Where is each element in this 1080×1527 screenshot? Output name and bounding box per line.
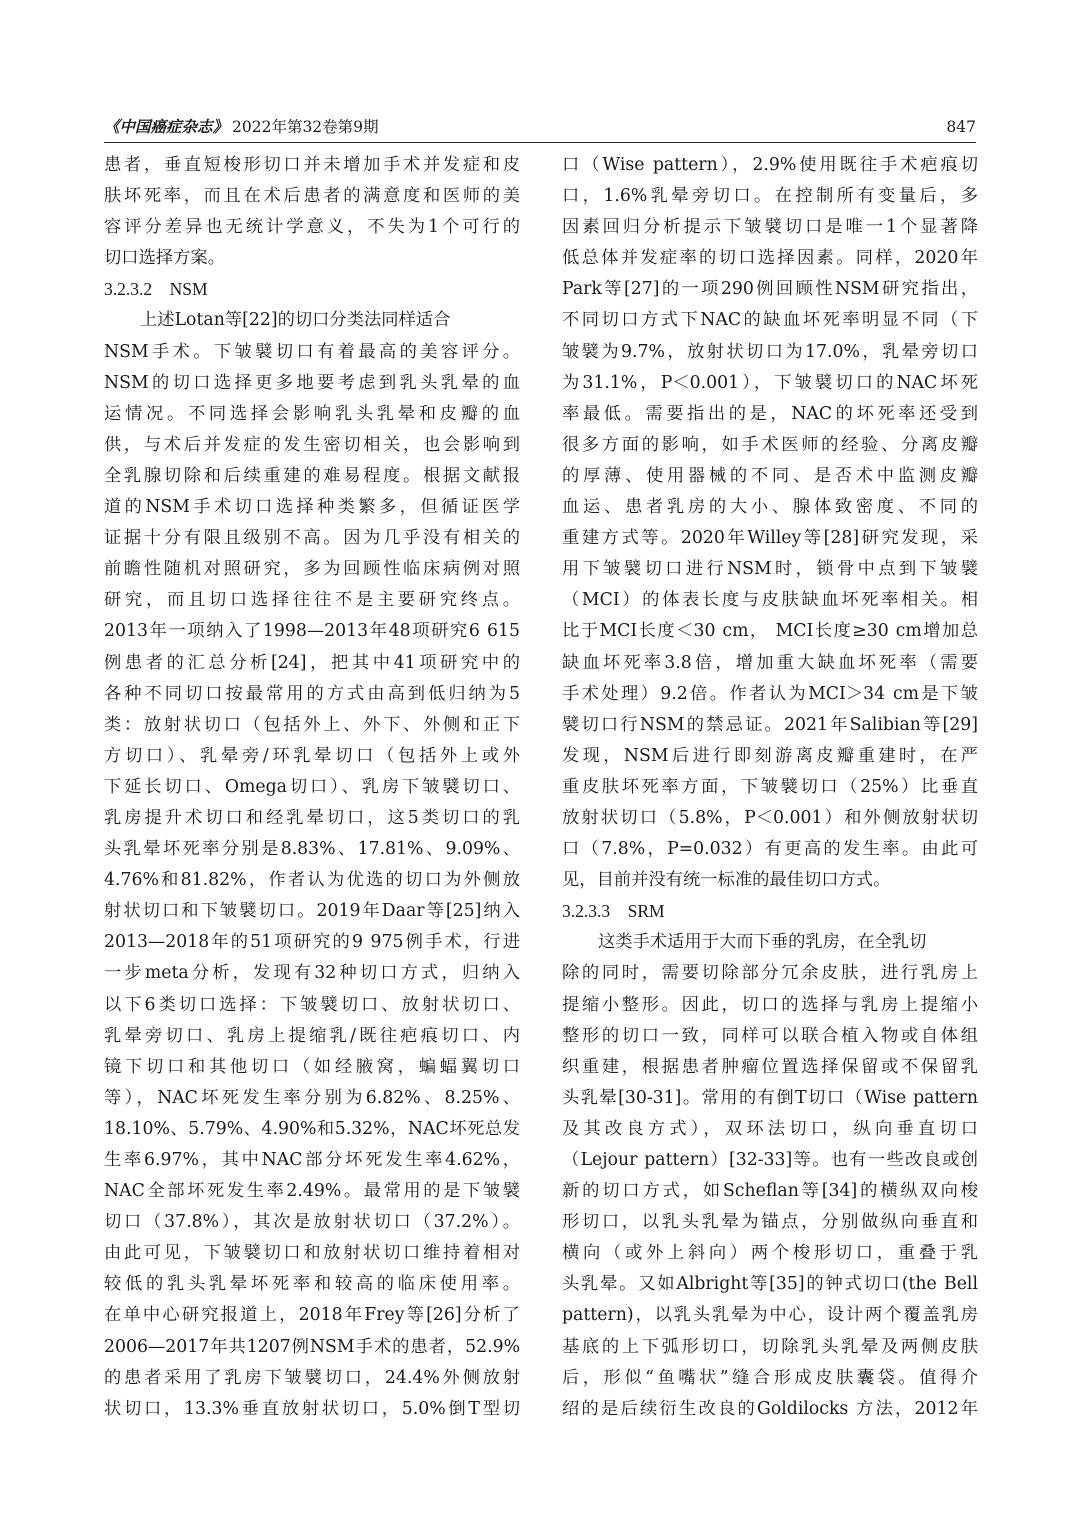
- text-line: 乳晕旁切口、乳房上提缩乳/既往疤痕切口、内: [104, 1025, 520, 1046]
- text-line: 等），NAC坏死发生率分别为6.82%、8.25%、: [104, 1087, 520, 1108]
- text-line: 运情况。不同选择会影响乳头乳晕和皮瓣的血: [104, 403, 520, 424]
- text-line: 缺血坏死率3.8倍，增加重大缺血坏死率（需要: [562, 652, 978, 673]
- text-line: 切口（37.8%），其次是放射状切口（37.2%）。: [104, 1212, 520, 1233]
- text-line: 率最低。需要指出的是，NAC的坏死率还受到: [562, 403, 978, 424]
- text-line: 除的同时，需要切除部分冗余皮肤，进行乳房上: [562, 963, 978, 984]
- text-line: 用下皱襞切口进行NSM时，锁骨中点到下皱襞: [562, 559, 978, 580]
- text-line: 后，形似“鱼嘴状”缝合形成皮肤囊袋。值得介: [562, 1367, 978, 1388]
- text-line: 2013年一项纳入了1998—2013年48项研究6 615: [104, 621, 520, 642]
- text-line: 比于MCI长度＜30 cm， MCI长度≥30 cm增加总: [562, 621, 978, 642]
- text-line: 乳房提升术切口和经乳晕切口，这5类切口的乳: [104, 807, 520, 828]
- text-line: 血运、患者乳房的大小、腺体致密度、不同的: [562, 497, 978, 518]
- text-line: 基底的上下弧形切口，切除乳头乳晕及两侧皮肤: [562, 1336, 978, 1357]
- text-line: 低总体并发症率的切口选择因素。同样，2020年: [562, 248, 978, 269]
- text-line: 下延长切口、Omega切口）、乳房下皱襞切口、: [104, 776, 520, 797]
- text-line: 很多方面的影响，如手术医师的经验、分离皮瓣: [562, 434, 978, 455]
- text-line: 口（Wise pattern），2.9%使用既往手术疤痕切: [562, 155, 978, 175]
- text-line: 证据十分有限且级别不高。因为几乎没有相关的: [104, 528, 520, 549]
- text-line: 整形的切口一致，同样可以联合植入物或自体组: [562, 1025, 978, 1046]
- text-line: 2006—2017年共1207例NSM手术的患者，52.9%: [104, 1336, 520, 1357]
- text-line: 较低的乳头乳晕坏死率和较高的临床使用率。: [104, 1274, 520, 1295]
- text-line: 上述Lotan等[22]的切口分类法同样适合: [140, 310, 451, 331]
- text-line: 的厚薄、使用器械的不同、是否术中监测皮瓣: [562, 465, 978, 486]
- text-line: NSM手术。下皱襞切口有着最高的美容评分。: [104, 341, 520, 362]
- text-line: 由此可见，下皱襞切口和放射状切口维持着相对: [104, 1243, 520, 1264]
- text-line: 肤坏死率，而且在术后患者的满意度和医师的美: [104, 186, 520, 207]
- text-line: 横向（或外上斜向）两个梭形切口，重叠于乳: [562, 1243, 978, 1264]
- text-line: 因素回归分析提示下皱襞切口是唯一1个显著降: [562, 217, 978, 238]
- text-line: 不同切口方式下NAC的缺血坏死率明显不同（下: [562, 310, 978, 331]
- text-line: 道的NSM手术切口选择种类繁多，但循证医学: [104, 497, 520, 518]
- text-line: 口（7.8%，P=0.032）有更高的发生率。由此可: [562, 839, 978, 860]
- text-line: 放射状切口（5.8%，P＜0.001）和外侧放射状切: [562, 807, 978, 828]
- text-line: 为31.1%，P＜0.001），下皱襞切口的NAC坏死: [562, 372, 978, 393]
- text-line: 例患者的汇总分析[24]，把其中41项研究中的: [104, 652, 520, 673]
- section-heading: 3.2.3.2 NSM: [104, 279, 208, 300]
- text-line: 手术处理）9.2倍。作者认为MCI＞34 cm是下皱: [562, 683, 978, 704]
- text-line: 患者，垂直短梭形切口并未增加手术并发症和皮: [104, 155, 520, 175]
- text-line: 见，目前并没有统一标准的最佳切口方式。: [562, 870, 891, 891]
- text-line: 切口选择方案。: [104, 248, 225, 269]
- text-line: Park等[27]的一项290例回顾性NSM研究指出，: [562, 279, 978, 300]
- text-line: NAC全部坏死发生率2.49%。最常用的是下皱襞: [104, 1181, 520, 1202]
- header-rule: [104, 142, 976, 143]
- journal-title: 《中国癌症杂志》: [104, 117, 229, 136]
- text-line: pattern)，以乳头乳晕为中心，设计两个覆盖乳房: [562, 1305, 978, 1326]
- text-line: 这类手术适用于大而下垂的乳房，在全乳切: [598, 932, 927, 953]
- text-line: 各种不同切口按最常用的方式由高到低归纳为5: [104, 683, 520, 704]
- text-line: 18.10%、5.79%、4.90%和5.32%，NAC坏死总发: [104, 1118, 520, 1139]
- right-text-column: [562, 150, 978, 1425]
- text-line: 襞切口行NSM的禁忌证。2021年Salibian等[29]: [562, 714, 978, 735]
- text-line: 生率6.97%，其中NAC部分坏死发生率4.62%，: [104, 1150, 520, 1170]
- text-line: 头乳晕[30-31]。常用的有倒T切口（Wise pattern: [562, 1087, 978, 1108]
- text-line: 镜下切口和其他切口（如经腋窝，蝙蝠翼切口: [104, 1056, 520, 1077]
- text-line: 绍的是后续衍生改良的Goldilocks 方法，2012年: [562, 1398, 978, 1419]
- text-line: 口，1.6%乳晕旁切口。在控制所有变量后，多: [562, 186, 978, 207]
- text-line: 状切口，13.3%垂直放射状切口，5.0%倒T型切: [104, 1398, 520, 1419]
- running-header: [104, 117, 976, 145]
- text-line: 重皮肤坏死率方面，下皱襞切口（25%）比垂直: [562, 776, 978, 797]
- text-line: 及其改良方式），双环法切口，纵向垂直切口: [562, 1118, 978, 1139]
- text-line: 以下6类切口选择：下皱襞切口、放射状切口、: [104, 994, 520, 1015]
- text-line: 方切口）、乳晕旁/环乳晕切口（包括外上或外: [104, 745, 520, 766]
- text-line: 4.76%和81.82%，作者认为优选的切口为外侧放: [104, 870, 520, 891]
- text-line: 形切口，以乳头乳晕为锚点，分别做纵向垂直和: [562, 1212, 978, 1233]
- text-line: 的患者采用了乳房下皱襞切口，24.4%外侧放射: [104, 1367, 520, 1388]
- section-heading: 3.2.3.3 SRM: [562, 901, 665, 922]
- text-line: 类：放射状切口（包括外上、外下、外侧和正下: [104, 714, 520, 735]
- text-line: 前瞻性随机对照研究，多为回顾性临床病例对照: [104, 559, 520, 580]
- text-line: 织重建，根据患者肿瘤位置选择保留或不保留乳: [562, 1056, 978, 1077]
- text-line: 研究，而且切口选择往往不是主要研究终点。: [104, 590, 520, 611]
- issue-info: 2022年第32卷第9期: [232, 118, 379, 136]
- text-line: （Lejour pattern）[32-33]等。也有一些改良或创: [562, 1150, 978, 1170]
- text-line: 重建方式等。2020年Willey等[28]研究发现，采: [562, 528, 978, 549]
- text-line: 新的切口方式，如Scheflan等[34]的横纵双向梭: [562, 1181, 978, 1202]
- text-line: （MCI）的体表长度与皮肤缺血坏死率相关。相: [562, 590, 978, 611]
- text-line: 发现，NSM后进行即刻游离皮瓣重建时，在严: [562, 745, 978, 766]
- text-line: 头乳晕。又如Albright等[35]的钟式切口(the Bell: [562, 1274, 978, 1295]
- page-number: 847: [946, 118, 976, 136]
- text-line: 一步meta分析，发现有32种切口方式，归纳入: [104, 963, 520, 984]
- text-line: 容评分差异也无统计学意义，不失为1个可行的: [104, 217, 520, 238]
- text-line: 全乳腺切除和后续重建的难易程度。根据文献报: [104, 465, 520, 486]
- text-line: 皱襞为9.7%，放射状切口为17.0%，乳晕旁切口: [562, 341, 978, 362]
- text-line: NSM的切口选择更多地要考虑到乳头乳晕的血: [104, 372, 520, 393]
- text-line: 射状切口和下皱襞切口。2019年Daar等[25]纳入: [104, 901, 520, 922]
- text-line: 在单中心研究报道上，2018年Frey等[26]分析了: [104, 1305, 520, 1326]
- text-line: 头乳晕坏死率分别是8.83%、17.81%、9.09%、: [104, 839, 520, 860]
- text-line: 供，与术后并发症的发生密切相关，也会影响到: [104, 434, 520, 455]
- text-line: 2013—2018年的51项研究的9 975例手术，行进: [104, 932, 520, 953]
- left-text-column: [104, 150, 520, 1425]
- text-line: 提缩小整形。因此，切口的选择与乳房上提缩小: [562, 994, 978, 1015]
